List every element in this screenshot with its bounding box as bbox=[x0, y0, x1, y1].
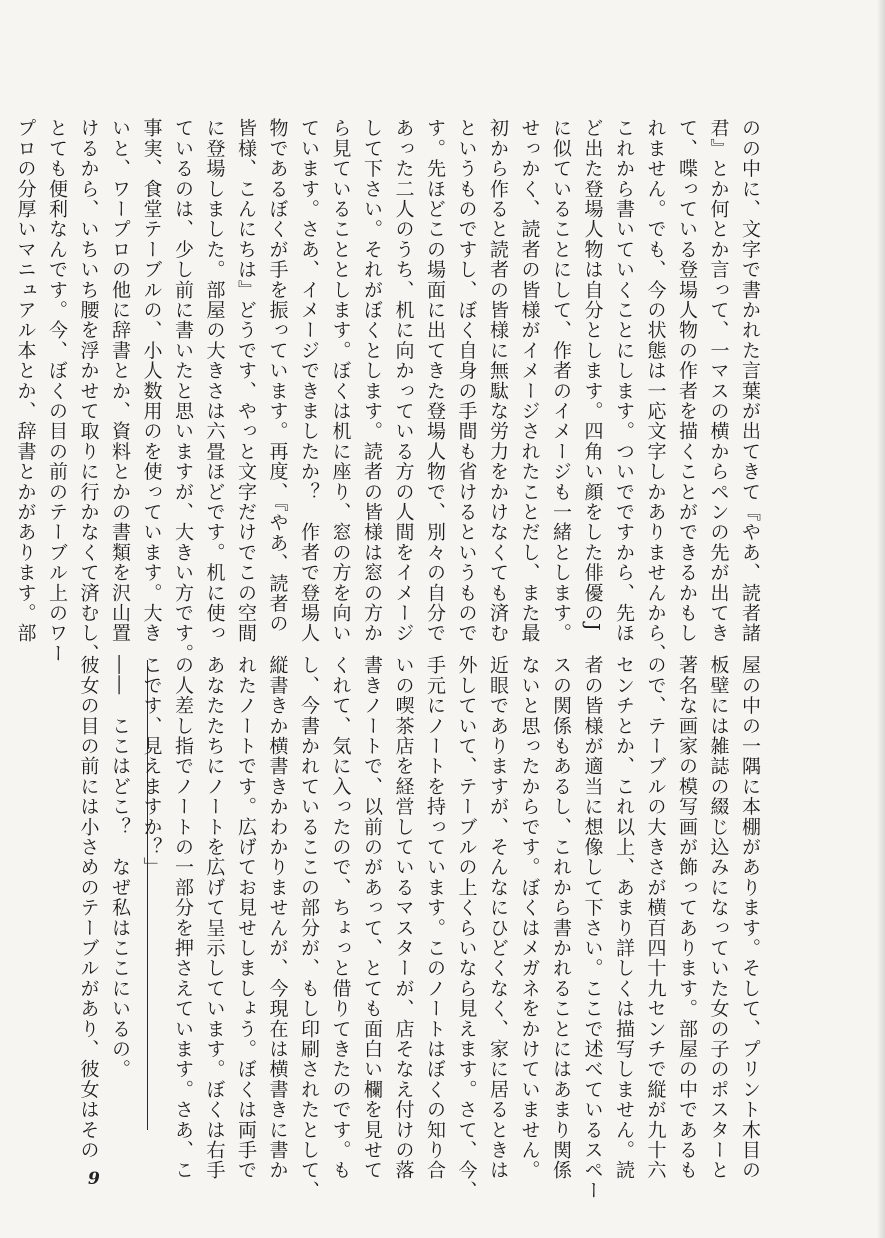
text-line: す。先ほどこの場面に出てきた登場人物で、別々の自分で bbox=[424, 118, 446, 644]
text-line: のの中に、文字で書かれた言葉が出てきて『やあ、読者諸 bbox=[739, 118, 761, 644]
text-line: 手元にノートを持っています。このノートはぼくの知り合 bbox=[424, 655, 446, 1181]
text-line: 初から作ると読者の皆様に無駄な労力をかけなくても済む bbox=[487, 118, 509, 644]
text-line: というものですし、ぼく自身の手間も省けるというもので bbox=[455, 118, 478, 644]
text-line: あった二人のうち、机に向かっている方の人間をイメージ bbox=[392, 118, 415, 644]
text-line: ど出た登場人物は自分とします。四角い顔をした俳優のJ bbox=[581, 118, 604, 632]
text-line: けるから、いちいち腰を浮かせて取りに行かなくて済むし、 bbox=[77, 118, 100, 664]
lower-text-block bbox=[77, 655, 765, 1201]
text-line: 外していて、テーブルの上くらいなら見えます。さて、今、 bbox=[455, 655, 478, 1201]
text-line: ているのは、少し前に書いたと思いますが、大きい方です。 bbox=[172, 118, 194, 664]
text-line: とても便利なんです。今、ぼくの目の前のテーブル上のワー bbox=[46, 118, 68, 664]
text-line: ら見ていることとします。ぼくは机に座り、窓の方を向い bbox=[329, 118, 352, 644]
upper-text-block bbox=[14, 118, 765, 664]
text-line: 皆様、こんにちは』どうです、やっと文字だけでこの空間 bbox=[235, 118, 257, 644]
text-line: センチとか、これ以上、あまり詳しくは描写しません。読 bbox=[613, 655, 635, 1181]
text-line: 物であるぼくが手を振っています。再度、『やあ、読者の bbox=[266, 118, 289, 634]
text-line: プロの分厚いマニュアル本とか、辞書とかがあります。部 bbox=[14, 118, 37, 644]
text-line: くれて、気に入ったので、ちょっと借りてきたのです。も bbox=[329, 655, 352, 1181]
text-line: に似ていることにして、作者のイメージも一緒とします。 bbox=[550, 118, 572, 644]
text-line: あなたたちにノートを広げて呈示しています。ぼくは右手 bbox=[203, 655, 226, 1181]
text-line: 板壁には雑誌の綴じ込みになっていた女の子のポスターと bbox=[707, 655, 730, 1181]
text-line: ―― ここはどこ？ なぜ私はここにいるの。 bbox=[109, 655, 131, 1080]
text-line: れたノートです。広げてお見せしましょう。ぼくは両手で bbox=[235, 655, 257, 1181]
text-line: して下さい。それがぼくとします。読者の皆様は窓の方か bbox=[361, 118, 383, 644]
text-line: ので、テーブルの大きさが横百四十九センチで縦が九十六 bbox=[644, 655, 667, 1181]
text-line: 者の皆様が適当に想像して下さい。ここで述べているスペー bbox=[581, 655, 604, 1201]
text-line: 書きノートで、以前のがあって、とても面白い欄を見せて bbox=[361, 655, 383, 1181]
text-line: 著名な画家の模写画が飾ってあります。部屋の中であるも bbox=[676, 655, 698, 1181]
text-line: 屋の中の一隅に本棚があります。そして、プリント木目の bbox=[739, 655, 761, 1181]
text-line: れません。でも、今の状態は一応文字しかありませんから、 bbox=[644, 118, 667, 664]
text-line: ないと思ったからです。ぼくはメガネをかけていません。 bbox=[518, 655, 541, 1181]
text-line: し、今書かれているここの部分が、もし印刷されたとして、 bbox=[298, 655, 320, 1201]
page-number: 9 bbox=[88, 1169, 100, 1189]
text-line: いの喫茶店を経営しているマスターが、店そなえ付けの落 bbox=[392, 655, 415, 1181]
text-line: の人差し指でノートの一部分を押さえています。さあ、こ bbox=[172, 655, 194, 1181]
text-line: 彼女の目の前には小さめのテーブルがあり、彼女はその bbox=[77, 655, 100, 1160]
page-edge-shadow bbox=[877, 0, 885, 1238]
text-line: これから書いていくことにします。ついでですから、先ほ bbox=[613, 118, 635, 644]
text-line: せっかく、読者の皆様がイメージされたことだし、また最 bbox=[518, 118, 541, 644]
text-line: こです、見えますか？」 bbox=[140, 655, 163, 878]
text-line: 君』とか何とか言って、一マスの横からペンの先が出てき bbox=[707, 118, 730, 644]
text-line: 事実、食堂テーブルの、小人数用のを使っています。大き bbox=[140, 118, 163, 644]
text-line: ています。さあ、イメージできましたか？ 作者で登場人 bbox=[298, 118, 320, 644]
text-line: スの関係もあるし、これから書かれることにはあまり関係 bbox=[550, 655, 572, 1181]
text-line: 近眼でありますが、そんなにひどくなく、家に居るときは bbox=[487, 655, 509, 1181]
text-line: いと、ワープロの他に辞書とか、資料とかの書類を沢山置 bbox=[109, 118, 131, 644]
text-line: て、喋っている登場人物の作者を描くことができるかもし bbox=[676, 118, 698, 644]
text-line: 縦書きか横書きかわかりませんが、今現在は横書きに書か bbox=[266, 655, 289, 1181]
text-line: に登場しました。部屋の大きさは六畳ほどです。机に使っ bbox=[203, 118, 226, 644]
